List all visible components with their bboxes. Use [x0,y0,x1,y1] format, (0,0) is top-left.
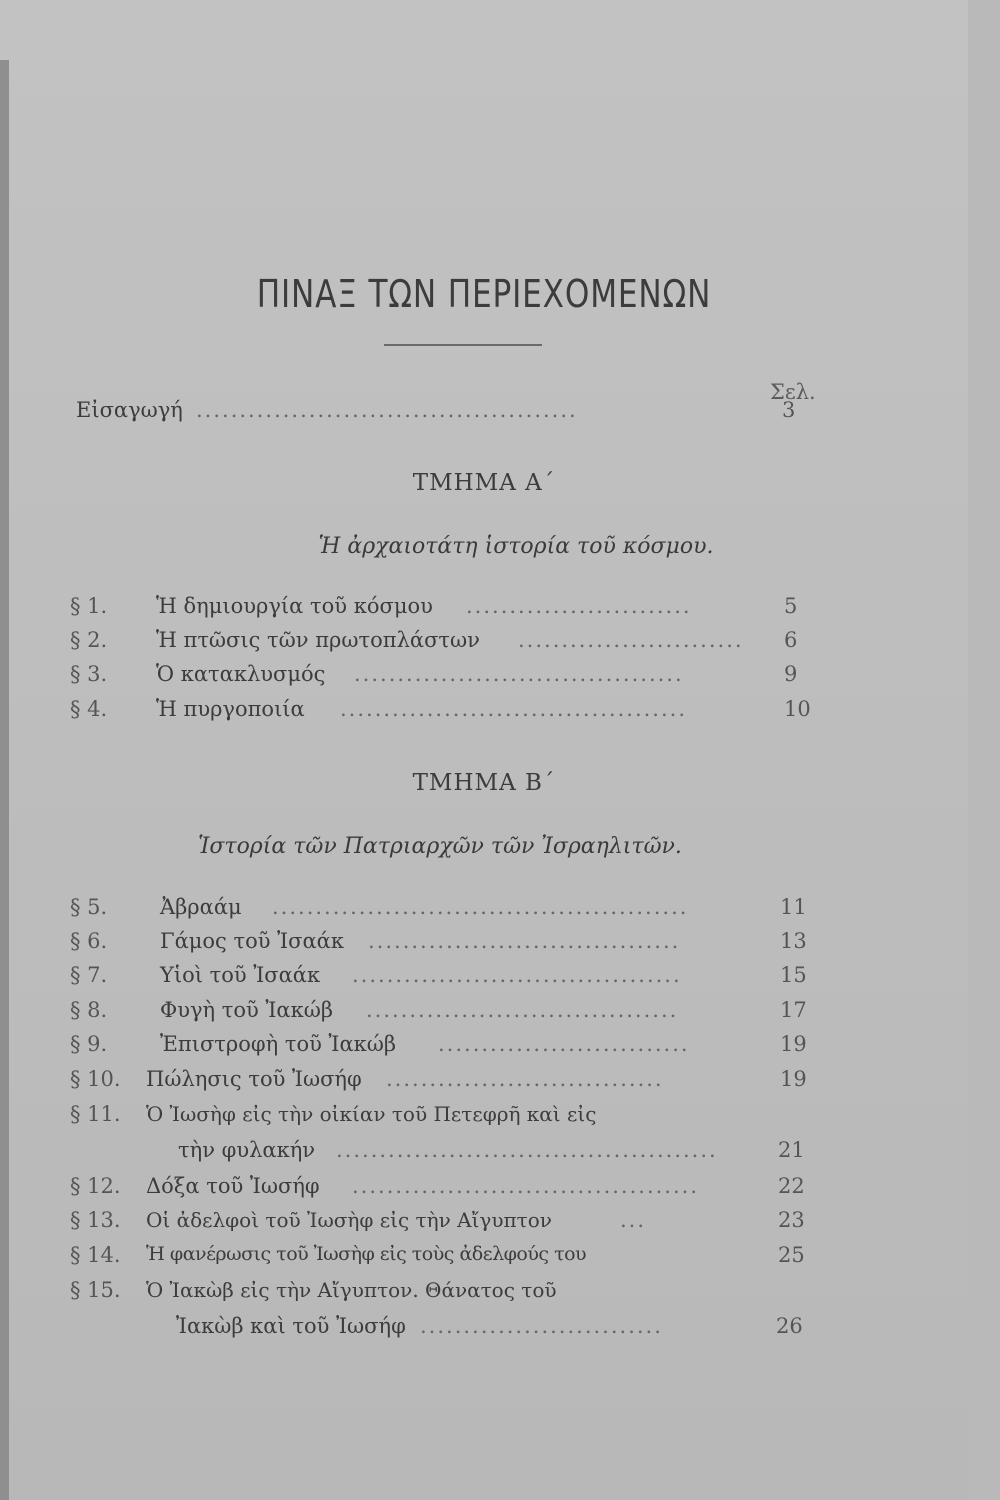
toc-leader-dots: ............................................ [336,1138,718,1162]
toc-leader-dots: ................................................ [272,895,689,919]
toc-entry [0,1208,968,1238]
page-title: ΠΙΝΑΞ ΤΩΝ ΠΕΡΙΕΧΟΜΕΝΩΝ [256,272,712,316]
toc-entry [0,1243,968,1273]
toc-leader-dots: .......................... [466,594,692,618]
toc-section-number: § 14. [70,1243,121,1267]
toc-entry-continuation [0,1314,968,1344]
toc-entry-text: Οἱ ἀδελφοὶ τοῦ Ἰωσὴφ εἰς τὴν Αἴγυπτον [146,1208,552,1232]
toc-entry [0,998,968,1028]
toc-entry-text: Ἡ δημιουργία τοῦ κόσμου [156,594,433,618]
toc-page-number: 10 [784,697,811,721]
toc-page-number: 25 [778,1243,805,1267]
toc-entry [0,1174,968,1204]
toc-entry-text: Δόξα τοῦ Ἰωσήφ [146,1174,320,1198]
toc-entry [0,1278,968,1308]
toc-section-number: § 10. [70,1067,121,1091]
toc-entry [0,929,968,959]
toc-entry-text: Ὁ Ἰωσὴφ εἰς τὴν οἰκίαν τοῦ Πετεφρῆ καὶ εἰς [146,1102,597,1126]
toc-page-number: 21 [778,1138,805,1162]
toc-section-number: § 8. [70,998,108,1022]
toc-entry [0,895,968,925]
toc-section-number: § 1. [70,594,108,618]
toc-section-number: § 13. [70,1208,121,1232]
toc-section-number: § 4. [70,697,108,721]
toc-entry-text: Ἡ φανέρωσις τοῦ Ἰωσὴφ εἰς τοὺς ἀδελφούς του [146,1243,587,1265]
toc-entry [0,1102,968,1132]
toc-page-number: 6 [784,628,798,652]
toc-leader-dots: ........................................ [352,1174,700,1198]
toc-entry-text: Ὁ Ἰακὼβ εἰς τὴν Αἴγυπτον. Θάνατος τοῦ [146,1278,557,1302]
toc-section-number: § 3. [70,662,108,686]
toc-entry-text: τὴν φυλακήν [178,1138,316,1162]
toc-entry-text: Ἀβραάμ [160,895,242,919]
toc-entry-text: Γάμος τοῦ Ἰσαάκ [160,929,344,953]
title-divider [384,344,542,346]
toc-section-number: § 6. [70,929,108,953]
toc-leader-dots: .......................... [518,628,744,652]
section-heading-b: ΤΜΗΜΑ Β΄ [412,770,556,796]
toc-entry [0,1032,968,1062]
toc-page-number: 17 [780,998,807,1022]
toc-page-number: 22 [778,1174,805,1198]
toc-section-number: § 12. [70,1174,121,1198]
toc-page-number: 13 [780,929,807,953]
toc-entry [0,662,968,692]
toc-page-number: 19 [780,1067,807,1091]
toc-page-number: 9 [784,662,798,686]
toc-leader-dots: ............................ [420,1314,663,1338]
toc-entry-text: Υἱοὶ τοῦ Ἰσαάκ [160,963,321,987]
toc-entry-text: Πώλησις τοῦ Ἰωσήφ [146,1067,362,1091]
toc-entry [0,697,968,727]
toc-section-number: § 7. [70,963,108,987]
toc-entry-text: Ἰακὼβ καὶ τοῦ Ἰωσήφ [176,1314,406,1338]
section-heading-a: ΤΜΗΜΑ Α΄ [412,470,556,496]
toc-entry-continuation [0,1138,968,1168]
toc-leader-dots: ...................................... [354,662,684,686]
toc-leader-dots: ................................ [386,1067,664,1091]
toc-entry-text: Ἐπιστροφὴ τοῦ Ἰακώβ [160,1032,397,1056]
toc-leader-dots: ... [620,1208,647,1232]
toc-entry-intro [0,398,968,428]
toc-section-number: § 15. [70,1278,121,1302]
toc-page-number: 23 [778,1208,805,1232]
toc-entry-text: Ἡ πτῶσις τῶν πρωτοπλάστων [156,628,480,652]
toc-entry [0,628,968,658]
toc-page-number: 5 [784,594,798,618]
toc-entry [0,1067,968,1097]
toc-leader-dots: .................................... [368,929,681,953]
toc-page-number: 3 [782,398,796,422]
toc-leader-dots: ............................. [438,1032,690,1056]
toc-entry-text: Ὁ κατακλυσμός [156,662,326,686]
toc-entry-text: Εἰσαγωγή [76,398,183,422]
toc-section-number: § 11. [70,1102,121,1126]
toc-page-number: 11 [780,895,807,919]
section-subtitle-b: Ἱστορία τῶν Πατριαρχῶν τῶν Ἰσραηλιτῶν. [198,834,682,859]
toc-entry-text: Φυγὴ τοῦ Ἰακώβ [160,998,334,1022]
section-subtitle-a: Ἡ ἀρχαιοτάτη ἱστορία τοῦ κόσμου. [318,534,714,559]
page-column-label: Σελ. [770,380,816,404]
toc-page-number: 19 [780,1032,807,1056]
toc-section-number: § 5. [70,895,108,919]
toc-page-number: 26 [776,1314,803,1338]
toc-entry [0,963,968,993]
toc-section-number: § 2. [70,628,108,652]
toc-entry-text: Ἡ πυργοποιία [156,697,305,721]
toc-leader-dots: ............................................ [196,398,578,422]
toc-section-number: § 9. [70,1032,108,1056]
toc-leader-dots: ........................................ [340,697,688,721]
toc-leader-dots: .................................... [366,998,679,1022]
toc-page-number: 15 [780,963,807,987]
toc-leader-dots: ...................................... [352,963,682,987]
toc-entry [0,594,968,624]
